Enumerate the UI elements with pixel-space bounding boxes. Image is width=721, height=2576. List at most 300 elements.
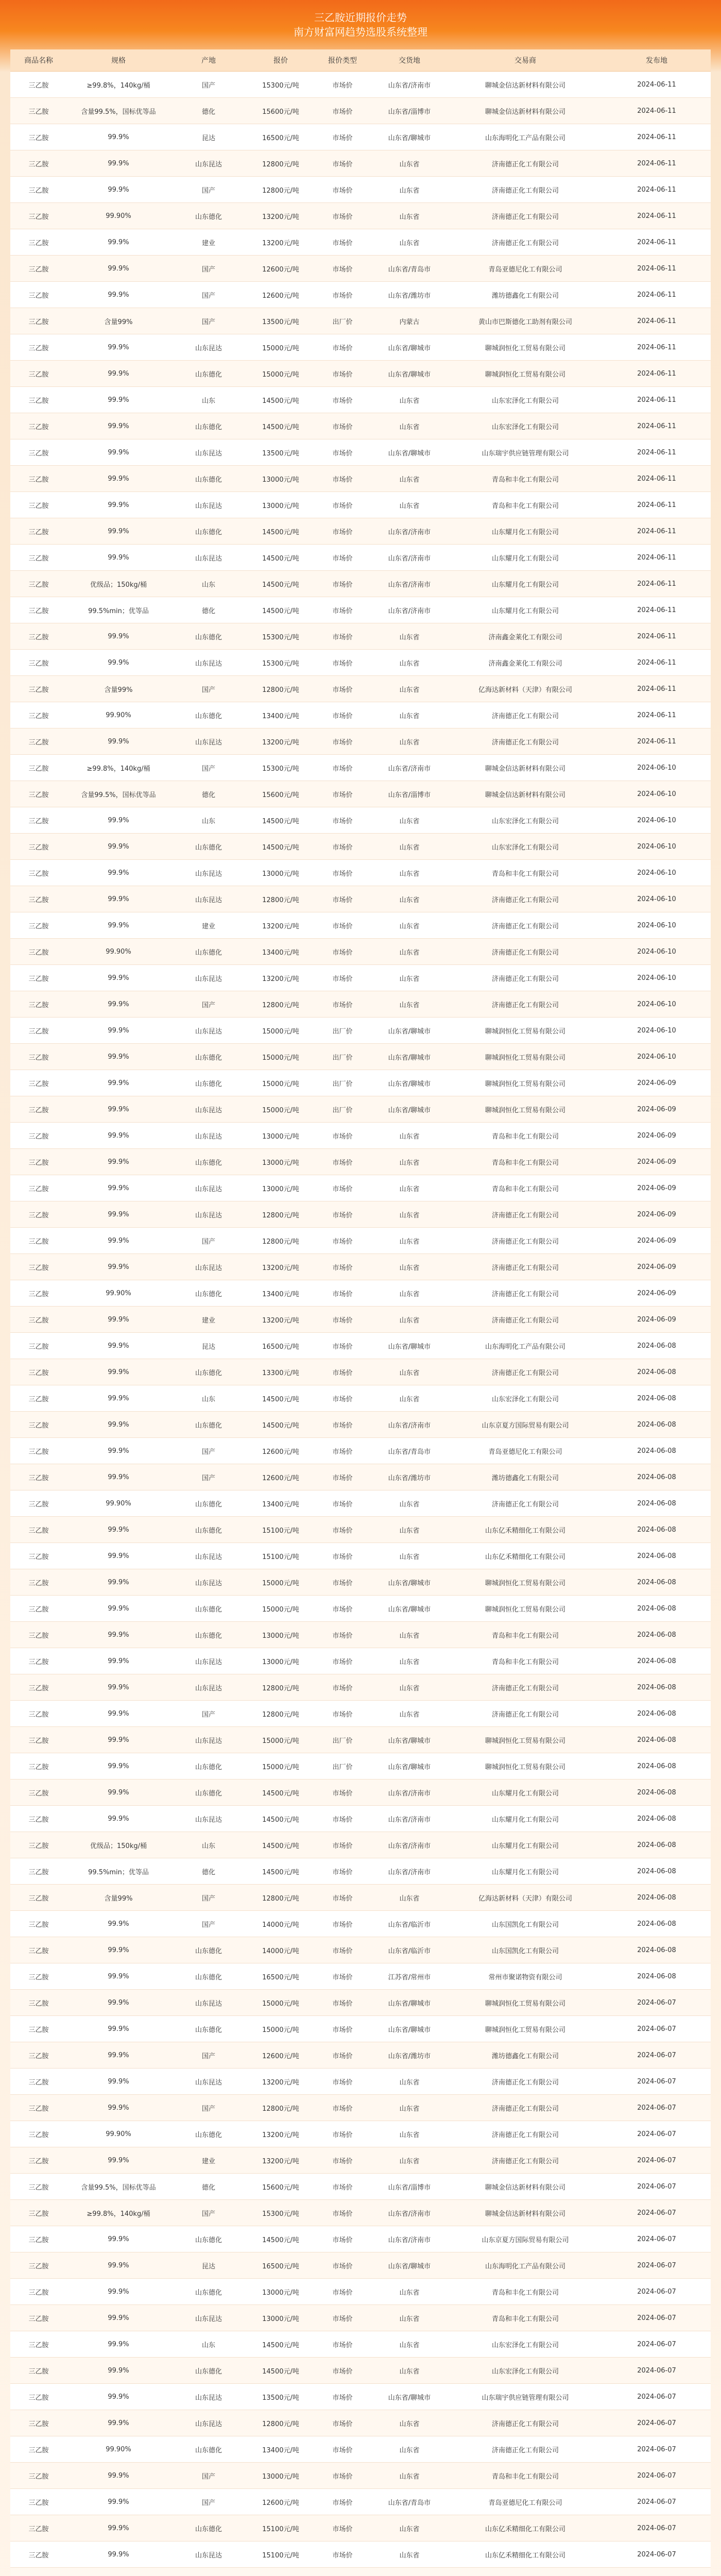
cell-trader: 济南德正化工有限公司 [448,1228,603,1254]
cell-price-type: 市场价 [314,1937,371,1963]
cell-spec [67,2568,170,2576]
cell-spec: 99.9% [67,124,170,150]
cell-spec: 99.9% [67,623,170,650]
cell-price-type: 市场价 [314,623,371,650]
cell-price: 13400元/吨 [247,939,314,965]
cell-origin: 国产 [170,1911,247,1937]
cell-date: 2024-06-07 [603,2541,711,2568]
cell-trader: 山东京夏方国际贸易有限公司 [448,1412,603,1438]
cell-origin: 山东德化 [170,1963,247,1990]
cell-origin: 山东德化 [170,939,247,965]
table-row [10,1385,711,1412]
cell-date: 2024-06-08 [603,1885,711,1911]
cell-origin: 山东德化 [170,1490,247,1517]
cell-date: 2024-06-08 [603,1622,711,1648]
table-row [10,124,711,150]
cell-price: 15100元/吨 [247,2541,314,2568]
cell-price-type: 出厂价 [314,1753,371,1780]
cell-product: 三乙胺 [10,98,67,124]
table-row [10,1753,711,1780]
cell-trader: 山东耀月化工有限公司 [448,1806,603,1832]
cell-date: 2024-06-08 [603,1648,711,1674]
cell-price: 14500元/吨 [247,1412,314,1438]
cell-price-type: 市场价 [314,1780,371,1806]
cell-date: 2024-06-07 [603,2384,711,2410]
cell-origin: 山东德化 [170,518,247,545]
cell-origin: 山东昆达 [170,1806,247,1832]
cell-origin: 国产 [170,2489,247,2515]
table-row [10,308,711,334]
cell-spec: 99.9% [67,1464,170,1490]
cell-trader: 青岛和丰化工有限公司 [448,1175,603,1201]
cell-trader: 青岛和丰化工有限公司 [448,2279,603,2305]
cell-price-type: 市场价 [314,229,371,256]
cell-date: 2024-06-08 [603,1753,711,1780]
cell-delivery: 山东省 [371,1385,448,1412]
cell-origin: 山东德化 [170,1596,247,1622]
cell-product: 三乙胺 [10,2279,67,2305]
cell-origin [170,2568,247,2576]
table-row [10,1596,711,1622]
cell-origin: 山东德化 [170,623,247,650]
cell-price: 15000元/吨 [247,1096,314,1123]
table-row [10,334,711,361]
cell-price-type: 市场价 [314,991,371,1018]
cell-trader: 山东耀月化工有限公司 [448,518,603,545]
cell-spec: 99.9% [67,2410,170,2436]
cell-product: 三乙胺 [10,466,67,492]
cell-product: 三乙胺 [10,1596,67,1622]
table-row [10,2226,711,2252]
cell-price-type: 出厂价 [314,1044,371,1070]
cell-spec: 99.9% [67,2279,170,2305]
cell-date: 2024-06-10 [603,939,711,965]
cell-date: 2024-06-07 [603,2174,711,2200]
cell-spec: 99.9% [67,728,170,755]
cell-price-type: 出厂价 [314,1096,371,1123]
cell-delivery: 山东省/青岛市 [371,256,448,282]
cell-price-type: 市场价 [314,1806,371,1832]
table-row [10,387,711,413]
table-row [10,1149,711,1175]
cell-origin: 建业 [170,229,247,256]
cell-price-type [314,2568,371,2576]
cell-price: 13200元/吨 [247,2121,314,2147]
cell-date: 2024-06-11 [603,676,711,702]
cell-date: 2024-06-07 [603,2121,711,2147]
cell-trader: 亿海达新材料（天津）有限公司 [448,676,603,702]
cell-price: 13400元/吨 [247,2436,314,2463]
cell-trader: 青岛和丰化工有限公司 [448,1648,603,1674]
cell-origin: 德化 [170,98,247,124]
cell-product: 三乙胺 [10,2515,67,2541]
cell-spec: 99.9% [67,886,170,912]
cell-date: 2024-06-10 [603,965,711,991]
cell-product: 三乙胺 [10,1438,67,1464]
cell-delivery: 山东省/青岛市 [371,2489,448,2515]
cell-origin: 国产 [170,1464,247,1490]
cell-trader: 济南德正化工有限公司 [448,2436,603,2463]
cell-date: 2024-06-11 [603,728,711,755]
cell-price: 14500元/吨 [247,413,314,439]
cell-origin: 国产 [170,1701,247,1727]
cell-spec: 99.9% [67,387,170,413]
cell-delivery: 山东省 [371,2410,448,2436]
cell-product: 三乙胺 [10,2463,67,2489]
cell-product: 三乙胺 [10,2305,67,2331]
cell-delivery: 山东省 [371,2515,448,2541]
cell-trader: 济南德正化工有限公司 [448,177,603,203]
cell-delivery: 山东省 [371,1359,448,1385]
table-row [10,1832,711,1858]
cell-delivery: 山东省 [371,1701,448,1727]
cell-delivery: 山东省/潍坊市 [371,1464,448,1490]
cell-date: 2024-06-11 [603,334,711,361]
table-row [10,2252,711,2279]
cell-origin: 山东昆达 [170,1175,247,1201]
page-title: 三乙胺近期报价走势 [314,11,407,24]
cell-trader: 青岛和丰化工有限公司 [448,1149,603,1175]
cell-delivery: 山东省 [371,676,448,702]
table-row [10,1780,711,1806]
cell-date: 2024-06-11 [603,466,711,492]
cell-price: 13200元/吨 [247,1254,314,1280]
cell-price: 14000元/吨 [247,1911,314,1937]
cell-date: 2024-06-10 [603,912,711,939]
cell-product: 三乙胺 [10,124,67,150]
cell-date: 2024-06-09 [603,1201,711,1228]
cell-product: 三乙胺 [10,256,67,282]
cell-delivery: 山东省 [371,203,448,229]
cell-trader: 山东宏泽化工有限公司 [448,807,603,834]
cell-delivery: 江苏省/常州市 [371,1963,448,1990]
cell-price: 15000元/吨 [247,1753,314,1780]
cell-date: 2024-06-10 [603,991,711,1018]
cell-product: 三乙胺 [10,991,67,1018]
cell-product: 三乙胺 [10,387,67,413]
cell-spec: 99.9% [67,1438,170,1464]
cell-date: 2024-06-08 [603,1517,711,1543]
cell-price-type: 市场价 [314,1963,371,1990]
table-row [10,1359,711,1385]
cell-price-type: 市场价 [314,728,371,755]
cell-trader: 聊城金信达新材料有限公司 [448,755,603,781]
cell-price-type: 市场价 [314,2410,371,2436]
cell-price: 13200元/吨 [247,203,314,229]
cell-product: 三乙胺 [10,2331,67,2358]
cell-product: 三乙胺 [10,2252,67,2279]
cell-delivery: 山东省 [371,834,448,860]
cell-price: 15100元/吨 [247,1517,314,1543]
cell-origin: 山东德化 [170,834,247,860]
cell-spec: 99.9% [67,1149,170,1175]
cell-delivery: 山东省 [371,177,448,203]
cell-delivery: 山东省/聊城市 [371,1569,448,1596]
cell-date: 2024-06-08 [603,1385,711,1412]
cell-trader: 聊城润恒化工贸易有限公司 [448,361,603,387]
cell-trader: 聊城润恒化工贸易有限公司 [448,1070,603,1096]
cell-spec: 99.9% [67,860,170,886]
cell-price: 16500元/吨 [247,1963,314,1990]
cell-delivery: 山东省 [371,1123,448,1149]
cell-trader: 济南德正化工有限公司 [448,2121,603,2147]
cell-date: 2024-06-08 [603,1569,711,1596]
cell-spec: 99.9% [67,1123,170,1149]
cell-price: 15000元/吨 [247,1990,314,2016]
table-row [10,2147,711,2174]
cell-trader: 潍坊德鑫化工有限公司 [448,1464,603,1490]
cell-trader: 山东耀月化工有限公司 [448,545,603,571]
cell-date: 2024-06-10 [603,755,711,781]
cell-origin: 山东昆达 [170,2069,247,2095]
cell-price-type: 市场价 [314,2252,371,2279]
cell-price-type: 市场价 [314,545,371,571]
table-row [10,72,711,98]
cell-product: 三乙胺 [10,939,67,965]
cell-delivery: 山东省 [371,229,448,256]
cell-trader: 山东耀月化工有限公司 [448,1858,603,1885]
table-row [10,1937,711,1963]
cell-product: 三乙胺 [10,203,67,229]
cell-price-type: 市场价 [314,282,371,308]
table-row [10,177,711,203]
cell-trader: 山东宏泽化工有限公司 [448,834,603,860]
cell-spec: 99.9% [67,1963,170,1990]
cell-origin: 山东昆达 [170,492,247,518]
cell-delivery: 山东省 [371,1254,448,1280]
cell-delivery: 山东省/聊城市 [371,2384,448,2410]
cell-date: 2024-06-07 [603,2279,711,2305]
cell-delivery: 山东省/聊城市 [371,361,448,387]
table-row [10,1096,711,1123]
table-row [10,282,711,308]
cell-trader: 山东国凯化工有限公司 [448,1911,603,1937]
cell-date: 2024-06-07 [603,2226,711,2252]
cell-price: 15000元/吨 [247,1596,314,1622]
cell-product: 三乙胺 [10,150,67,177]
cell-origin: 山东昆达 [170,728,247,755]
cell-price-type: 市场价 [314,2226,371,2252]
cell-product: 三乙胺 [10,177,67,203]
cell-date: 2024-06-11 [603,702,711,728]
cell-spec: 含量99.5%，国标优等品 [67,98,170,124]
cell-origin: 山东昆达 [170,1674,247,1701]
cell-product: 三乙胺 [10,1201,67,1228]
cell-trader: 山东耀月化工有限公司 [448,571,603,597]
cell-trader: 山东宏泽化工有限公司 [448,413,603,439]
cell-date: 2024-06-11 [603,623,711,650]
cell-origin: 山东德化 [170,361,247,387]
cell-origin: 山东德化 [170,2358,247,2384]
cell-product: 三乙胺 [10,1674,67,1701]
cell-spec: 99.9% [67,807,170,834]
table-row [10,912,711,939]
cell-spec: 99.9% [67,650,170,676]
cell-product: 三乙胺 [10,1096,67,1123]
cell-origin: 国产 [170,755,247,781]
cell-delivery: 山东省 [371,387,448,413]
cell-delivery: 山东省 [371,1543,448,1569]
cell-product: 三乙胺 [10,571,67,597]
table-row [10,860,711,886]
cell-origin: 山东德化 [170,1149,247,1175]
cell-price: 16500元/吨 [247,2252,314,2279]
table-row [10,545,711,571]
cell-trader: 青岛亚德尼化工有限公司 [448,2489,603,2515]
cell-origin: 山东昆达 [170,2541,247,2568]
cell-trader: 潍坊德鑫化工有限公司 [448,282,603,308]
cell-price: 12800元/吨 [247,1228,314,1254]
cell-spec: 99.9% [67,2252,170,2279]
cell-delivery: 山东省 [371,2095,448,2121]
table-row [10,1490,711,1517]
page-subtitle: 南方财富网趋势选股系统整理 [294,26,427,38]
cell-delivery: 山东省/聊城市 [371,1018,448,1044]
cell-date: 2024-06-08 [603,1937,711,1963]
cell-product: 三乙胺 [10,702,67,728]
cell-spec: 含量99.5%，国标优等品 [67,2174,170,2200]
cell-price-type: 市场价 [314,2069,371,2095]
cell-product: 三乙胺 [10,728,67,755]
cell-spec: 99.9% [67,2069,170,2095]
cell-trader: 山东耀月化工有限公司 [448,1780,603,1806]
cell-date: 2024-06-11 [603,413,711,439]
cell-price: 13000元/吨 [247,2279,314,2305]
cell-product: 三乙胺 [10,72,67,98]
table-row [10,728,711,755]
cell-trader: 聊城润恒化工贸易有限公司 [448,2016,603,2042]
cell-date: 2024-06-09 [603,1280,711,1307]
cell-price: 12800元/吨 [247,1701,314,1727]
table-row [10,2174,711,2200]
cell-trader: 山东海明化工产品有限公司 [448,124,603,150]
cell-origin: 山东德化 [170,1753,247,1780]
cell-trader: 青岛和丰化工有限公司 [448,1622,603,1648]
cell-price-type: 市场价 [314,1701,371,1727]
cell-spec: 99.9% [67,1596,170,1622]
cell-delivery: 山东省/聊城市 [371,1070,448,1096]
cell-spec: 99.9% [67,1701,170,1727]
cell-delivery: 山东省 [371,2358,448,2384]
cell-product: 三乙胺 [10,965,67,991]
column-header-price: 报价 [247,49,314,72]
cell-date: 2024-06-08 [603,1701,711,1727]
cell-origin: 建业 [170,912,247,939]
cell-price-type: 市场价 [314,387,371,413]
cell-trader: 山东亿禾精细化工有限公司 [448,1543,603,1569]
table-row [10,1464,711,1490]
cell-trader: 济南德正化工有限公司 [448,2147,603,2174]
table-row [10,2489,711,2515]
cell-spec: ≥99.8%，140kg/桶 [67,72,170,98]
cell-date: 2024-06-09 [603,1149,711,1175]
cell-price-type: 市场价 [314,150,371,177]
cell-price-type: 出厂价 [314,308,371,334]
table-body [10,72,711,2576]
cell-date: 2024-06-08 [603,1464,711,1490]
cell-trader: 青岛和丰化工有限公司 [448,2463,603,2489]
cell-trader: 青岛和丰化工有限公司 [448,466,603,492]
table-row [10,623,711,650]
table-row [10,755,711,781]
cell-delivery: 山东省 [371,912,448,939]
table-row [10,413,711,439]
cell-origin: 山东昆达 [170,1201,247,1228]
cell-price-type: 市场价 [314,492,371,518]
cell-delivery: 山东省 [371,2147,448,2174]
table-row [10,781,711,807]
cell-delivery: 山东省/聊城市 [371,1990,448,2016]
table-row [10,1648,711,1674]
cell-price: 13400元/吨 [247,1490,314,1517]
cell-spec: 99.9% [67,1911,170,1937]
cell-price-type: 市场价 [314,1832,371,1858]
cell-price-type: 市场价 [314,571,371,597]
cell-trader: 山东亿禾精细化工有限公司 [448,2515,603,2541]
cell-price: 12800元/吨 [247,676,314,702]
table-row [10,2016,711,2042]
cell-price-type: 市场价 [314,1464,371,1490]
cell-product: 三乙胺 [10,1517,67,1543]
cell-delivery: 山东省/聊城市 [371,334,448,361]
cell-product: 三乙胺 [10,1622,67,1648]
cell-date: 2024-06-11 [603,597,711,623]
cell-price-type: 市场价 [314,2515,371,2541]
cell-date: 2024-06-11 [603,124,711,150]
cell-delivery: 山东省 [371,728,448,755]
cell-price: 12600元/吨 [247,282,314,308]
cell-trader: 山东耀月化工有限公司 [448,1832,603,1858]
cell-delivery: 山东省/淄博市 [371,2174,448,2200]
cell-origin: 昆达 [170,124,247,150]
cell-spec: 99.9% [67,1727,170,1753]
cell-delivery: 山东省/济南市 [371,1806,448,1832]
cell-origin: 国产 [170,308,247,334]
cell-date: 2024-06-07 [603,2489,711,2515]
cell-spec: 99.9% [67,1569,170,1596]
cell-trader: 亿海达新材料（天津）有限公司 [448,1885,603,1911]
cell-trader: 济南德正化工有限公司 [448,991,603,1018]
table-row [10,2200,711,2226]
cell-spec: 优级品；150kg/桶 [67,1832,170,1858]
cell-product: 三乙胺 [10,2226,67,2252]
cell-delivery: 山东省 [371,1648,448,1674]
cell-delivery: 山东省 [371,150,448,177]
cell-price: 14500元/吨 [247,387,314,413]
cell-origin: 山东 [170,2331,247,2358]
cell-origin: 山东昆达 [170,1123,247,1149]
table-row [10,939,711,965]
table-row [10,1963,711,1990]
cell-origin: 国产 [170,2095,247,2121]
cell-price: 14500元/吨 [247,571,314,597]
column-header-trader: 交易商 [448,49,603,72]
cell-delivery: 山东省 [371,807,448,834]
column-header-price-type: 报价类型 [314,49,371,72]
cell-origin: 国产 [170,256,247,282]
cell-delivery: 山东省/济南市 [371,72,448,98]
cell-price [247,2568,314,2576]
cell-trader: 山东宏泽化工有限公司 [448,2331,603,2358]
cell-product: 三乙胺 [10,2042,67,2069]
table-row [10,1201,711,1228]
table-row [10,597,711,623]
cell-product: 三乙胺 [10,1858,67,1885]
cell-product: 三乙胺 [10,2095,67,2121]
cell-spec: 99.9% [67,1674,170,1701]
cell-spec: ≥99.8%，140kg/桶 [67,2200,170,2226]
cell-trader: 济南德正化工有限公司 [448,1359,603,1385]
